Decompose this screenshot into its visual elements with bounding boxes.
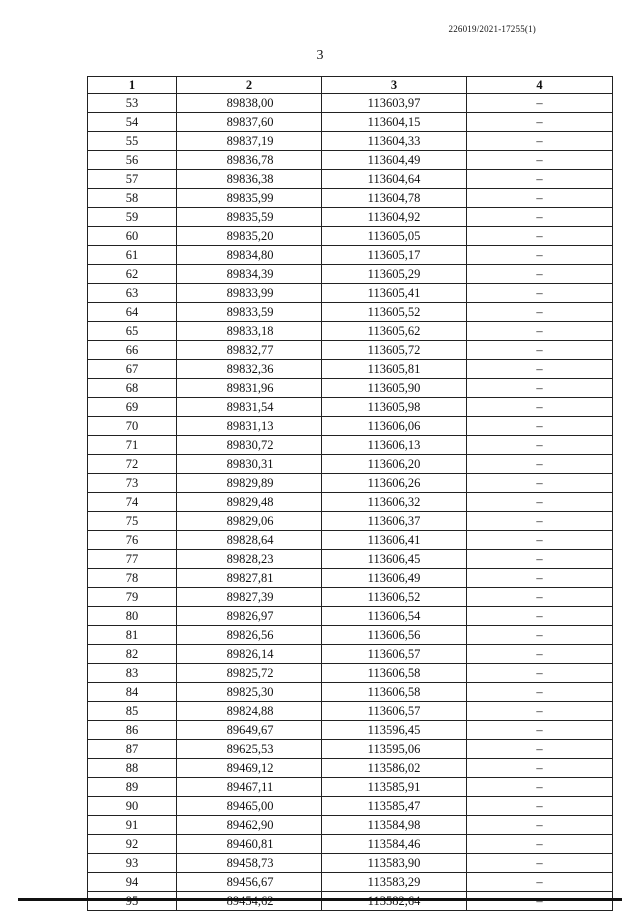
table-row [88,455,613,474]
table-cell-col2: 89838,00 [177,94,322,113]
table-cell-col2: 89830,72 [177,436,322,455]
table-row [88,113,613,132]
table-cell-col4: – [467,322,613,341]
table-cell-col3: 113605,17 [322,246,467,265]
table-cell-col2: 89467,11 [177,778,322,797]
table-cell-col1: 59 [88,208,177,227]
table-cell-col1: 81 [88,626,177,645]
table-cell-col4: – [467,550,613,569]
table-row [88,170,613,189]
table-cell-col1: 70 [88,417,177,436]
table-cell-col1: 69 [88,398,177,417]
table-cell-col1: 67 [88,360,177,379]
table-row [88,873,613,892]
table-cell-col4: – [467,455,613,474]
table-cell-col1: 79 [88,588,177,607]
document-id: 226019/2021-17255(1) [448,24,536,34]
table-row [88,227,613,246]
table-cell-col2 [177,892,322,911]
table-cell-col4: – [467,626,613,645]
table-cell-col4: – [467,645,613,664]
table-cell-col1: 66 [88,341,177,360]
table-cell-col1: 71 [88,436,177,455]
table-cell-col4: – [467,246,613,265]
table-row [88,360,613,379]
table-row [88,151,613,170]
table-cell-col3: 113604,15 [322,113,467,132]
table-cell-col3: 113606,41 [322,531,467,550]
table-row [88,835,613,854]
table-row [88,683,613,702]
table-cell-col4: – [467,683,613,702]
table-cell-col4: – [467,303,613,322]
table-cell-col1: 88 [88,759,177,778]
table-cell-col3 [322,892,467,911]
table-cell-col4: – [467,189,613,208]
table-cell-col4: – [467,170,613,189]
table-cell-col3: 113606,52 [322,588,467,607]
table-cell-col4: – [467,702,613,721]
table-row [88,322,613,341]
table-cell-col3: 113606,58 [322,664,467,683]
table-cell-col2: 89836,38 [177,170,322,189]
table-cell-col2: 89456,67 [177,873,322,892]
table-cell-col2: 89828,64 [177,531,322,550]
table-row [88,436,613,455]
table-cell-col4: – [467,208,613,227]
table-cell-col2: 89833,99 [177,284,322,303]
table-cell-col4: – [467,360,613,379]
table-cell-col4: – [467,151,613,170]
table-row [88,512,613,531]
table-cell-col3: 113606,45 [322,550,467,569]
table-body [88,94,613,911]
table-row [88,398,613,417]
table-row [88,816,613,835]
table-cell-col3: 113605,90 [322,379,467,398]
table-cell-col2: 89835,99 [177,189,322,208]
table-row [88,607,613,626]
table-cell-col3: 113604,64 [322,170,467,189]
table-cell-col2: 89835,20 [177,227,322,246]
table-cell-col3: 113606,49 [322,569,467,588]
table-cell-col3: 113605,81 [322,360,467,379]
table-cell-col2: 89462,90 [177,816,322,835]
table-row [88,778,613,797]
table-row [88,531,613,550]
table-cell-col1: 65 [88,322,177,341]
table-cell-col4: – [467,607,613,626]
table-cell-col3: 113606,20 [322,455,467,474]
table-cell-col2: 89460,81 [177,835,322,854]
table-cell-col2: 89825,72 [177,664,322,683]
table-cell-col2: 89832,77 [177,341,322,360]
table-cell-col1: 91 [88,816,177,835]
table-cell-col1: 54 [88,113,177,132]
column-header-1: 1 [88,77,177,94]
table-cell-col4: – [467,873,613,892]
table-cell-col4: – [467,588,613,607]
table-cell-col2: 89829,89 [177,474,322,493]
table-cell-col1: 87 [88,740,177,759]
table-cell-col1: 90 [88,797,177,816]
table-cell-col2: 89826,97 [177,607,322,626]
table-row [88,854,613,873]
table-cell-col3: 113606,57 [322,702,467,721]
table-cell-col2: 89829,48 [177,493,322,512]
table-cell-col2: 89458,73 [177,854,322,873]
table-cell-col3: 113605,52 [322,303,467,322]
table-cell-col1: 84 [88,683,177,702]
table-cell-col2: 89828,23 [177,550,322,569]
table-row [88,303,613,322]
table-cell-col3: 113606,06 [322,417,467,436]
table-cell-col2: 89831,96 [177,379,322,398]
table-cell-col3: 113606,54 [322,607,467,626]
table-cell-col2: 89834,39 [177,265,322,284]
table-cell-col4: – [467,417,613,436]
table-cell-col1: 93 [88,854,177,873]
table-cell-col1: 60 [88,227,177,246]
table-cell-col2: 89827,39 [177,588,322,607]
table-cell-col1: 53 [88,94,177,113]
bottom-rule [18,898,622,901]
table-cell-col1: 73 [88,474,177,493]
table-cell-col3: 113586,02 [322,759,467,778]
table-row [88,664,613,683]
table-cell-col3: 113606,56 [322,626,467,645]
table-cell-col1: 55 [88,132,177,151]
table-cell-col1: 74 [88,493,177,512]
table-cell-col3: 113583,90 [322,854,467,873]
table-cell-col1: 56 [88,151,177,170]
table-cell-col4: – [467,664,613,683]
table-cell-col2: 89827,81 [177,569,322,588]
table-cell-col3: 113605,05 [322,227,467,246]
table-cell-col4: – [467,265,613,284]
table-cell-col1: 92 [88,835,177,854]
table-row [88,379,613,398]
table-cell-col2: 89831,13 [177,417,322,436]
table-row [88,208,613,227]
table-cell-col2: 89826,56 [177,626,322,645]
column-header-2: 2 [177,77,322,94]
table-cell-col1: 82 [88,645,177,664]
table-row [88,132,613,151]
table-cell-col1: 94 [88,873,177,892]
table-header-row [88,77,613,94]
table-cell-col1: 63 [88,284,177,303]
table-cell-col4: – [467,436,613,455]
coordinates-table [87,76,613,911]
table-cell-col3: 113595,06 [322,740,467,759]
table-cell-col3: 113606,58 [322,683,467,702]
table-cell-col2: 89832,36 [177,360,322,379]
table-cell-col2: 89837,19 [177,132,322,151]
table-cell-col1 [88,892,177,911]
table-cell-col2: 89833,18 [177,322,322,341]
table-cell-col2: 89465,00 [177,797,322,816]
table-cell-col4: – [467,398,613,417]
table-cell-col4: – [467,341,613,360]
table-cell-col3: 113604,33 [322,132,467,151]
table-cell-col2: 89625,53 [177,740,322,759]
table-row [88,246,613,265]
table-cell-col2: 89825,30 [177,683,322,702]
table-row [88,417,613,436]
table-cell-col2: 89831,54 [177,398,322,417]
table-row [88,265,613,284]
table-cell-col3: 113605,29 [322,265,467,284]
table-cell-col4: – [467,94,613,113]
table-cell-col4: – [467,493,613,512]
table-row [88,94,613,113]
table-cell-col4: – [467,113,613,132]
table-cell-col3: 113585,91 [322,778,467,797]
table-cell-col4: – [467,474,613,493]
table-row [88,892,613,911]
table-cell-col2: 89649,67 [177,721,322,740]
table-cell-col4: – [467,835,613,854]
column-header-3: 3 [322,77,467,94]
table-cell-col4: – [467,740,613,759]
table-cell-col3: 113604,78 [322,189,467,208]
table-row [88,474,613,493]
table-cell-col3: 113605,98 [322,398,467,417]
table-cell-col1: 64 [88,303,177,322]
table-cell-col2: 89837,60 [177,113,322,132]
table-cell-col2: 89824,88 [177,702,322,721]
table-cell-col2: 89830,31 [177,455,322,474]
table-cell-col1: 57 [88,170,177,189]
table-cell-col1: 62 [88,265,177,284]
table-cell-col1: 68 [88,379,177,398]
table-cell-col4: – [467,797,613,816]
table-cell-col1: 72 [88,455,177,474]
table-row [88,284,613,303]
table-cell-col3: 113605,72 [322,341,467,360]
table-row [88,569,613,588]
table-cell-col1: 58 [88,189,177,208]
table-cell-col4: – [467,778,613,797]
table-cell-col4: – [467,531,613,550]
table-cell-col1: 76 [88,531,177,550]
table-cell-col3: 113585,47 [322,797,467,816]
table-cell-col4 [467,892,613,911]
table-row [88,626,613,645]
table-cell-col4: – [467,816,613,835]
table-cell-col2: 89834,80 [177,246,322,265]
table-cell-col1: 77 [88,550,177,569]
page-number: 3 [316,48,324,63]
table-cell-col3: 113604,92 [322,208,467,227]
table-cell-col3: 113606,37 [322,512,467,531]
table-cell-col2: 89829,06 [177,512,322,531]
table-cell-col2: 89469,12 [177,759,322,778]
table-cell-col3: 113606,57 [322,645,467,664]
table-row [88,702,613,721]
table-cell-col3: 113603,97 [322,94,467,113]
table-cell-col3: 113605,41 [322,284,467,303]
table-cell-col1: 80 [88,607,177,626]
table-row [88,740,613,759]
table-row [88,721,613,740]
table-row [88,550,613,569]
table-cell-col4: – [467,721,613,740]
column-header-4: 4 [467,77,613,94]
table-cell-col3: 113596,45 [322,721,467,740]
table-row [88,189,613,208]
table-cell-col4: – [467,759,613,778]
table-cell-col3: 113605,62 [322,322,467,341]
table-cell-col1: 89 [88,778,177,797]
table-cell-col3: 113584,98 [322,816,467,835]
table-cell-col3: 113606,26 [322,474,467,493]
table-row [88,759,613,778]
table-cell-col4: – [467,569,613,588]
table-cell-col1: 85 [88,702,177,721]
table-cell-col2: 89826,14 [177,645,322,664]
table-row [88,645,613,664]
table-cell-col4: – [467,284,613,303]
table-cell-col3: 113606,32 [322,493,467,512]
table-cell-col3: 113606,13 [322,436,467,455]
table-cell-col3: 113583,29 [322,873,467,892]
table-cell-col1: 75 [88,512,177,531]
table-cell-col3: 113584,46 [322,835,467,854]
table-cell-col2: 89836,78 [177,151,322,170]
table-row [88,341,613,360]
table-cell-col1: 61 [88,246,177,265]
table-cell-col1: 83 [88,664,177,683]
table-cell-col4: – [467,512,613,531]
table-cell-col4: – [467,379,613,398]
table-cell-col4: – [467,854,613,873]
table-cell-col2: 89833,59 [177,303,322,322]
table-cell-col4: – [467,227,613,246]
table-row [88,588,613,607]
table-cell-col2: 89835,59 [177,208,322,227]
table-cell-col3: 113604,49 [322,151,467,170]
table-cell-col4: – [467,132,613,151]
table-cell-col1: 78 [88,569,177,588]
table-cell-col1: 86 [88,721,177,740]
table-row [88,493,613,512]
table-row [88,797,613,816]
